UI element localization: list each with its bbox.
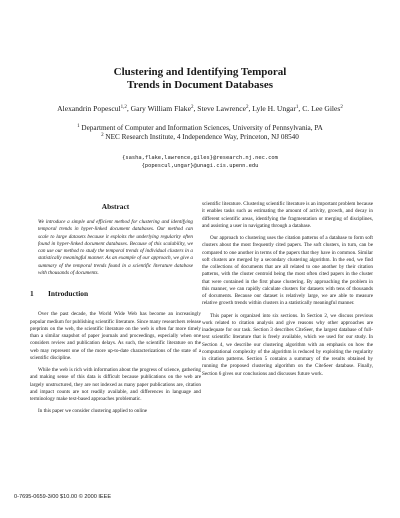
paper-title-line-2: Trends in Document Databases <box>127 79 273 91</box>
intro-paragraph: In this paper we consider clustering applied to online <box>38 408 148 415</box>
right-column <box>202 201 373 383</box>
body-paragraph: This paper is organized into six sections. In Section 2, we discuss previous work related to citation analysis and give reasons why other approaches are inadequate for our task. Section 3 describes CiteSeer, the largest database of full-text scientific literature that is freely available, which we used for our study. In Section 4, we describe our clustering algorithm with an emphasis on how the computational complexity of the algorithm is reduced by exploiting the regularity in citation patterns. Section 5 contains a summary of the results obtained by running the proposed clustering algorithm on the CiteSeer database. Finally, Section 6 gives our conclusions and discusses future work. <box>202 312 373 377</box>
abstract-heading: Abstract <box>101 202 130 211</box>
affiliation-1 <box>20 124 380 133</box>
author-email-line-1: {sasha,flake,lawrence,giles}@research.nj.nec.com <box>122 155 278 161</box>
copyright-footer: 0-7695-0659-3/00 $10.00 © 2000 IEEE <box>14 494 112 500</box>
affiliation-number: 2 <box>101 133 104 138</box>
author-affiliation-mark: 2 <box>190 105 194 110</box>
body-paragraph: scientific literature. Clustering scientific literature is an important problem because it enables tasks such as estimating the amount of activity, growth, and decay in different scientific areas, identifying the fragmentation or merging of disciplines, and assisting a user in navigating through a database. <box>202 201 373 229</box>
author-email-line-2: {popescul,ungar}@unagi.cis.upenn.edu <box>141 163 259 169</box>
author-affiliation-mark: 2 <box>340 105 343 110</box>
author-affiliation-mark: 2 <box>245 105 249 110</box>
section-heading-introduction <box>30 289 201 299</box>
affiliation-text: Department of Computer and Information Sciences, University of Pennsylvania, PA <box>81 124 323 132</box>
affiliation-text: NEC Research Institute, 4 Independence Way, Princeton, NJ 08540 <box>105 133 299 141</box>
abstract-text: We introduce a simple and efficient method for clustering and identifying temporal trends in hyper-linked document databases. Our method can scale to large datasets because it exploits the underlying regularity often found in hyper-linked document databases. Because of this scalability, we can use our method to study the temporal trends of individual clusters in a statistically meaningful manner. As an example of our approach, we give a summary of the temporal trends found in a scientific literature database with thousands of documents. <box>38 219 193 277</box>
affiliation-number: 1 <box>77 124 80 129</box>
author-affiliation-mark: 1 <box>295 105 299 110</box>
left-column <box>30 202 201 421</box>
author-name: Alexandrin Popescul <box>57 104 121 113</box>
author-name: Gary William Flake <box>130 104 191 113</box>
author-name: C. Lee Giles <box>302 104 341 113</box>
intro-paragraph: While the web is rich with information about the progress of science, gathering and making sense of this data is difficult because publications on the web are largely unstructured, they are not indexed as many paper publications are, citation and impact counts are not readily available, and differences in language and terminology make text-based approaches problematic. <box>30 367 201 403</box>
section-title: Introduction <box>48 289 89 299</box>
body-paragraph: Our approach to clustering uses the citation patterns of a database to form soft clusters about the most frequently cited papers. The soft clusters, in turn, can be compared to one another in terms of the papers that they have in common. Similar soft clusters are merged by a secondary clustering algorithm. In the end, we find the collections of documents that are all related to one another by their citation patterns, with the cluster centroid being the most often cited papers in the cluster that were contained in the first phase clustering. By approaching the problem in this manner, we can rapidly calculate clusters for datasets with tens of thousands of documents. Because our dataset is relatively large, we are able to measure relative growth trends within clusters in a statistically meaningful manner. <box>202 235 373 307</box>
section-number: 1 <box>30 289 34 299</box>
author-affiliation-mark: 1,2 <box>120 105 127 110</box>
affiliation-2 <box>20 133 380 142</box>
intro-paragraph: Over the past decade, the World Wide Web has become an increasingly popular medium for publishing scientific literature. Since many researchers release preprints on the web, the scientific literature on the web is often far more timely than a similar snapshot of paper journals and proceedings, especially when one considers review and publication delays. As such, the scientific literature on the web may represent one of the more up-to-date characterizations of the state of a scientific discipline. <box>30 311 201 361</box>
paper-title-line-1: Clustering and Identifying Temporal <box>113 66 287 78</box>
author-name: Lyle H. Ungar <box>252 104 296 113</box>
author-name: Steve Lawrence <box>197 104 246 113</box>
author-list: Alexandrin Popescul$^{1,2}$, Gary William Flake$^2$, Steve Lawrence$^2$, Lyle H. Ungar$^1$, C. Lee Giles$^2$ <box>57 104 343 113</box>
